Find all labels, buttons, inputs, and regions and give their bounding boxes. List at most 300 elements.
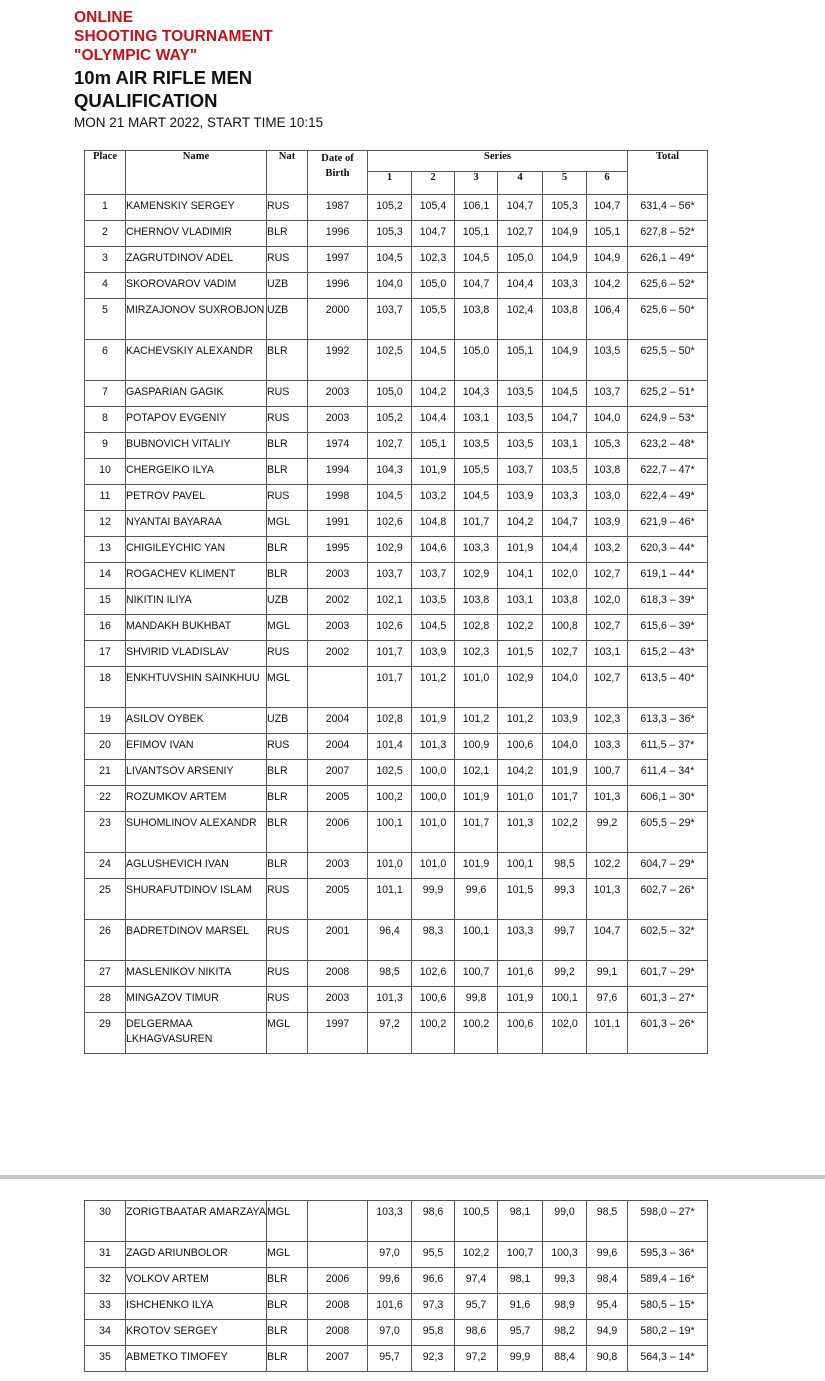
- col-header-total: Total: [628, 151, 708, 195]
- series-score-cell: 101,4: [368, 734, 412, 760]
- series-score-cell: 101,9: [498, 537, 543, 563]
- place-cell: 16: [85, 615, 126, 641]
- name-cell: DELGERMAA LKHAGVASUREN: [126, 1013, 267, 1054]
- series-score-cell: 105,3: [543, 195, 587, 221]
- series-score-cell: 103,5: [455, 433, 498, 459]
- series-score-cell: 94,9: [587, 1320, 628, 1346]
- total-cell: 625,2 – 51*: [628, 381, 708, 407]
- total-cell: 589,4 – 16*: [628, 1268, 708, 1294]
- event-title: 10m AIR RIFLE MEN: [74, 67, 253, 88]
- place-cell: 1: [85, 195, 126, 221]
- series-score-cell: 97,4: [455, 1268, 498, 1294]
- total-cell: 604,7 – 29*: [628, 853, 708, 879]
- series-score-cell: 105,4: [412, 195, 455, 221]
- series-score-cell: 102,0: [587, 589, 628, 615]
- place-cell: 27: [85, 961, 126, 987]
- table-row: [85, 589, 708, 615]
- series-score-cell: 99,1: [587, 961, 628, 987]
- table-row: [85, 615, 708, 641]
- table-row: [85, 920, 708, 961]
- col-header-nat: Nat: [267, 151, 308, 195]
- total-cell: 613,3 – 36*: [628, 708, 708, 734]
- name-cell: CHERGEIKO ILYA: [126, 459, 267, 485]
- total-cell: 611,4 – 34*: [628, 760, 708, 786]
- series-score-cell: 100,1: [498, 853, 543, 879]
- series-score-cell: 91,6: [498, 1294, 543, 1320]
- dob-cell: 2003: [308, 987, 368, 1013]
- series-score-cell: 99,2: [543, 961, 587, 987]
- name-cell: MASLENIKOV NIKITA: [126, 961, 267, 987]
- series-score-cell: 104,3: [368, 459, 412, 485]
- series-score-cell: 99,3: [543, 1268, 587, 1294]
- table-row: [85, 537, 708, 563]
- name-cell: KROTOV SERGEY: [126, 1320, 267, 1346]
- series-number: 6: [587, 172, 628, 195]
- series-score-cell: 101,0: [498, 786, 543, 812]
- series-score-cell: 99,3: [543, 879, 587, 920]
- series-score-cell: 103,5: [587, 340, 628, 381]
- series-score-cell: 103,7: [368, 563, 412, 589]
- series-score-cell: 103,8: [455, 299, 498, 340]
- name-cell: PETROV PAVEL: [126, 485, 267, 511]
- series-score-cell: 104,4: [412, 407, 455, 433]
- series-score-cell: 100,3: [543, 1242, 587, 1268]
- series-score-cell: 103,1: [543, 433, 587, 459]
- name-cell: ZAGD ARIUNBOLOR: [126, 1242, 267, 1268]
- dob-cell: 2006: [308, 1268, 368, 1294]
- series-score-cell: 102,3: [455, 641, 498, 667]
- dob-cell: 1992: [308, 340, 368, 381]
- total-cell: 624,9 – 53*: [628, 407, 708, 433]
- series-score-cell: 101,2: [412, 667, 455, 708]
- series-score-cell: 104,9: [543, 340, 587, 381]
- name-cell: KAMENSKIY SERGEY: [126, 195, 267, 221]
- name-cell: ROZUMKOV ARTEM: [126, 786, 267, 812]
- name-cell: CHERNOV VLADIMIR: [126, 221, 267, 247]
- event-date: MON 21 MART 2022, START TIME 10:15: [74, 115, 324, 130]
- total-cell: 625,6 – 50*: [628, 299, 708, 340]
- place-cell: 30: [85, 1201, 126, 1242]
- series-score-cell: 99,9: [498, 1346, 543, 1372]
- dob-cell: 2003: [308, 563, 368, 589]
- total-cell: 622,4 – 49*: [628, 485, 708, 511]
- dob-cell: 2005: [308, 786, 368, 812]
- table-row: [85, 485, 708, 511]
- series-score-cell: 105,2: [368, 407, 412, 433]
- table-row: [85, 667, 708, 708]
- series-score-cell: 100,0: [412, 760, 455, 786]
- name-cell: EFIMOV IVAN: [126, 734, 267, 760]
- name-cell: ROGACHEV KLIMENT: [126, 563, 267, 589]
- nat-cell: BLR: [267, 853, 308, 879]
- series-score-cell: 98,3: [412, 920, 455, 961]
- col-header-name: Name: [126, 151, 267, 195]
- dob-cell: 2003: [308, 407, 368, 433]
- total-cell: 621,9 – 46*: [628, 511, 708, 537]
- series-score-cell: 102,7: [498, 221, 543, 247]
- series-score-cell: 105,1: [455, 221, 498, 247]
- series-score-cell: 101,0: [412, 812, 455, 853]
- place-cell: 29: [85, 1013, 126, 1054]
- series-score-cell: 104,7: [543, 407, 587, 433]
- series-score-cell: 100,5: [455, 1201, 498, 1242]
- series-score-cell: 102,8: [368, 708, 412, 734]
- series-score-cell: 104,3: [455, 381, 498, 407]
- total-cell: 627,8 – 52*: [628, 221, 708, 247]
- series-score-cell: 103,9: [412, 641, 455, 667]
- series-score-cell: 102,2: [543, 812, 587, 853]
- series-score-cell: 104,0: [368, 273, 412, 299]
- series-score-cell: 105,0: [455, 340, 498, 381]
- series-score-cell: 98,4: [587, 1268, 628, 1294]
- place-cell: 9: [85, 433, 126, 459]
- nat-cell: RUS: [267, 381, 308, 407]
- name-cell: CHIGILEYCHIC YAN: [126, 537, 267, 563]
- series-score-cell: 101,0: [412, 853, 455, 879]
- total-cell: 619,1 – 44*: [628, 563, 708, 589]
- results-table: [84, 150, 708, 1054]
- name-cell: LIVANTSOV ARSENIY: [126, 760, 267, 786]
- series-score-cell: 103,5: [498, 407, 543, 433]
- series-score-cell: 105,2: [368, 195, 412, 221]
- table-row: [85, 1268, 708, 1294]
- col-header-series: Series: [368, 151, 628, 172]
- total-cell: 605,5 – 29*: [628, 812, 708, 853]
- nat-cell: MGL: [267, 1201, 308, 1242]
- series-score-cell: 103,7: [498, 459, 543, 485]
- name-cell: ABMETKO TIMOFEY: [126, 1346, 267, 1372]
- total-cell: 595,3 – 36*: [628, 1242, 708, 1268]
- series-score-cell: 99,6: [455, 879, 498, 920]
- series-score-cell: 101,5: [498, 879, 543, 920]
- table-row: [85, 407, 708, 433]
- series-score-cell: 104,6: [412, 537, 455, 563]
- nat-cell: BLR: [267, 1346, 308, 1372]
- dob-cell: [308, 1242, 368, 1268]
- series-score-cell: 102,6: [368, 615, 412, 641]
- total-cell: 602,5 – 32*: [628, 920, 708, 961]
- series-score-cell: 104,7: [587, 920, 628, 961]
- table-row: [85, 853, 708, 879]
- nat-cell: BLR: [267, 537, 308, 563]
- series-score-cell: 104,7: [543, 511, 587, 537]
- place-cell: 14: [85, 563, 126, 589]
- series-score-cell: 101,9: [412, 459, 455, 485]
- series-score-cell: 97,2: [455, 1346, 498, 1372]
- table-row: [85, 381, 708, 407]
- series-score-cell: 105,5: [455, 459, 498, 485]
- nat-cell: BLR: [267, 1320, 308, 1346]
- name-cell: MIRZAJONOV SUXROBJON: [126, 299, 267, 340]
- series-score-cell: 101,3: [587, 786, 628, 812]
- name-cell: GASPARIAN GAGIK: [126, 381, 267, 407]
- series-score-cell: 106,4: [587, 299, 628, 340]
- nat-cell: BLR: [267, 433, 308, 459]
- nat-cell: RUS: [267, 195, 308, 221]
- dob-cell: 2001: [308, 920, 368, 961]
- phase-title: QUALIFICATION: [74, 90, 218, 111]
- nat-cell: BLR: [267, 812, 308, 853]
- series-score-cell: 103,8: [543, 299, 587, 340]
- series-score-cell: 101,7: [543, 786, 587, 812]
- series-score-cell: 102,4: [498, 299, 543, 340]
- series-score-cell: 90,8: [587, 1346, 628, 1372]
- series-score-cell: 96,6: [412, 1268, 455, 1294]
- total-cell: 620,3 – 44*: [628, 537, 708, 563]
- series-score-cell: 102,5: [368, 340, 412, 381]
- dob-cell: 2004: [308, 734, 368, 760]
- series-score-cell: 98,9: [543, 1294, 587, 1320]
- total-cell: 618,3 – 39*: [628, 589, 708, 615]
- place-cell: 10: [85, 459, 126, 485]
- table-row: [85, 1320, 708, 1346]
- series-score-cell: 103,1: [455, 407, 498, 433]
- dob-cell: 2003: [308, 853, 368, 879]
- series-score-cell: 99,0: [543, 1201, 587, 1242]
- table-row: [85, 195, 708, 221]
- place-cell: 26: [85, 920, 126, 961]
- dob-cell: [308, 667, 368, 708]
- series-score-cell: 104,5: [455, 485, 498, 511]
- name-cell: MANDAKH BUKHBAT: [126, 615, 267, 641]
- dob-cell: 1997: [308, 1013, 368, 1054]
- series-score-cell: 100,0: [412, 786, 455, 812]
- series-score-cell: 92,3: [412, 1346, 455, 1372]
- series-score-cell: 101,7: [368, 641, 412, 667]
- series-score-cell: 104,4: [498, 273, 543, 299]
- dob-cell: 2008: [308, 961, 368, 987]
- series-score-cell: 99,2: [587, 812, 628, 853]
- total-cell: 623,2 – 48*: [628, 433, 708, 459]
- series-score-cell: 98,5: [368, 961, 412, 987]
- series-score-cell: 105,3: [587, 433, 628, 459]
- nat-cell: BLR: [267, 1268, 308, 1294]
- series-score-cell: 104,5: [543, 381, 587, 407]
- series-score-cell: 101,9: [412, 708, 455, 734]
- name-cell: SHVIRID VLADISLAV: [126, 641, 267, 667]
- dob-cell: 2008: [308, 1294, 368, 1320]
- nat-cell: BLR: [267, 1294, 308, 1320]
- dob-cell: 2002: [308, 641, 368, 667]
- total-cell: 631,4 – 56*: [628, 195, 708, 221]
- place-cell: 20: [85, 734, 126, 760]
- series-score-cell: 103,8: [543, 589, 587, 615]
- series-score-cell: 97,0: [368, 1320, 412, 1346]
- table-row: [85, 273, 708, 299]
- series-score-cell: 99,7: [543, 920, 587, 961]
- col-header-place: Place: [85, 151, 126, 195]
- series-score-cell: 103,3: [368, 1201, 412, 1242]
- series-score-cell: 103,3: [587, 734, 628, 760]
- table-row: [85, 459, 708, 485]
- place-cell: 5: [85, 299, 126, 340]
- series-score-cell: 98,2: [543, 1320, 587, 1346]
- name-cell: AGLUSHEVICH IVAN: [126, 853, 267, 879]
- series-score-cell: 104,9: [543, 247, 587, 273]
- nat-cell: UZB: [267, 708, 308, 734]
- place-cell: 25: [85, 879, 126, 920]
- series-score-cell: 101,9: [455, 853, 498, 879]
- series-score-cell: 102,6: [412, 961, 455, 987]
- place-cell: 6: [85, 340, 126, 381]
- dob-cell: 1997: [308, 247, 368, 273]
- series-score-cell: 102,0: [543, 1013, 587, 1054]
- series-score-cell: 98,1: [498, 1268, 543, 1294]
- series-score-cell: 104,0: [543, 734, 587, 760]
- series-score-cell: 104,7: [455, 273, 498, 299]
- place-cell: 18: [85, 667, 126, 708]
- series-score-cell: 103,3: [543, 273, 587, 299]
- nat-cell: RUS: [267, 920, 308, 961]
- place-cell: 24: [85, 853, 126, 879]
- series-score-cell: 101,1: [368, 879, 412, 920]
- series-score-cell: 104,2: [498, 511, 543, 537]
- table-row: [85, 1346, 708, 1372]
- series-number: 1: [368, 172, 412, 195]
- series-score-cell: 95,4: [587, 1294, 628, 1320]
- place-cell: 8: [85, 407, 126, 433]
- series-score-cell: 101,2: [455, 708, 498, 734]
- nat-cell: MGL: [267, 1242, 308, 1268]
- place-cell: 33: [85, 1294, 126, 1320]
- total-cell: 606,1 – 30*: [628, 786, 708, 812]
- total-cell: 626,1 – 49*: [628, 247, 708, 273]
- series-score-cell: 101,7: [455, 812, 498, 853]
- series-score-cell: 100,7: [455, 961, 498, 987]
- nat-cell: BLR: [267, 221, 308, 247]
- org-line-1: ONLINE: [74, 9, 134, 26]
- series-score-cell: 102,9: [498, 667, 543, 708]
- table-row: [85, 1201, 708, 1242]
- table-row: [85, 247, 708, 273]
- table-row: [85, 641, 708, 667]
- series-score-cell: 100,7: [498, 1242, 543, 1268]
- series-score-cell: 100,1: [455, 920, 498, 961]
- series-score-cell: 105,5: [412, 299, 455, 340]
- name-cell: ISHCHENKO ILYA: [126, 1294, 267, 1320]
- series-score-cell: 103,1: [498, 589, 543, 615]
- table-row: [85, 299, 708, 340]
- dob-cell: 2008: [308, 1320, 368, 1346]
- series-score-cell: 99,8: [455, 987, 498, 1013]
- series-score-cell: 102,8: [455, 615, 498, 641]
- series-score-cell: 100,6: [498, 734, 543, 760]
- series-score-cell: 96,4: [368, 920, 412, 961]
- series-score-cell: 101,3: [412, 734, 455, 760]
- series-score-cell: 103,0: [587, 485, 628, 511]
- nat-cell: RUS: [267, 961, 308, 987]
- series-number: 2: [412, 172, 455, 195]
- name-cell: ZORIGTBAATAR AMARZAYA: [126, 1201, 267, 1242]
- name-cell: VOLKOV ARTEM: [126, 1268, 267, 1294]
- series-score-cell: 103,8: [587, 459, 628, 485]
- series-score-cell: 100,1: [368, 812, 412, 853]
- table-row: [85, 563, 708, 589]
- series-score-cell: 105,3: [368, 221, 412, 247]
- place-cell: 2: [85, 221, 126, 247]
- series-score-cell: 104,7: [498, 195, 543, 221]
- nat-cell: BLR: [267, 760, 308, 786]
- name-cell: SHURAFUTDINOV ISLAM: [126, 879, 267, 920]
- place-cell: 35: [85, 1346, 126, 1372]
- dob-cell: 1996: [308, 221, 368, 247]
- dob-cell: 1994: [308, 459, 368, 485]
- series-score-cell: 106,1: [455, 195, 498, 221]
- table-row: [85, 1242, 708, 1268]
- series-score-cell: 101,9: [543, 760, 587, 786]
- nat-cell: MGL: [267, 615, 308, 641]
- series-score-cell: 103,3: [455, 537, 498, 563]
- series-score-cell: 95,7: [455, 1294, 498, 1320]
- series-score-cell: 101,1: [587, 1013, 628, 1054]
- series-score-cell: 103,9: [543, 708, 587, 734]
- series-score-cell: 104,0: [543, 667, 587, 708]
- series-score-cell: 104,5: [368, 485, 412, 511]
- table-row: [85, 433, 708, 459]
- nat-cell: MGL: [267, 511, 308, 537]
- dob-cell: [308, 1201, 368, 1242]
- series-score-cell: 100,2: [455, 1013, 498, 1054]
- series-score-cell: 98,5: [587, 1201, 628, 1242]
- table-row: [85, 786, 708, 812]
- series-score-cell: 100,6: [412, 987, 455, 1013]
- series-score-cell: 103,7: [368, 299, 412, 340]
- series-score-cell: 101,7: [455, 511, 498, 537]
- total-cell: 601,7 – 29*: [628, 961, 708, 987]
- nat-cell: BLR: [267, 340, 308, 381]
- series-score-cell: 104,5: [455, 247, 498, 273]
- dob-cell: 2005: [308, 879, 368, 920]
- table-row: [85, 340, 708, 381]
- series-score-cell: 102,2: [455, 1242, 498, 1268]
- series-score-cell: 100,8: [543, 615, 587, 641]
- series-score-cell: 102,9: [368, 537, 412, 563]
- name-cell: ZAGRUTDINOV ADEL: [126, 247, 267, 273]
- nat-cell: RUS: [267, 987, 308, 1013]
- series-score-cell: 101,0: [455, 667, 498, 708]
- place-cell: 12: [85, 511, 126, 537]
- nat-cell: RUS: [267, 485, 308, 511]
- name-cell: ASILOV OYBEK: [126, 708, 267, 734]
- series-score-cell: 104,7: [412, 221, 455, 247]
- series-score-cell: 102,9: [455, 563, 498, 589]
- series-score-cell: 99,6: [368, 1268, 412, 1294]
- place-cell: 15: [85, 589, 126, 615]
- place-cell: 23: [85, 812, 126, 853]
- dob-cell: 2002: [308, 589, 368, 615]
- name-cell: BUBNOVICH VITALIY: [126, 433, 267, 459]
- name-cell: NYANTAI BAYARAA: [126, 511, 267, 537]
- series-score-cell: 103,1: [587, 641, 628, 667]
- series-score-cell: 101,3: [368, 987, 412, 1013]
- series-score-cell: 99,6: [587, 1242, 628, 1268]
- total-cell: 625,6 – 52*: [628, 273, 708, 299]
- document-header: [74, 8, 323, 132]
- nat-cell: UZB: [267, 273, 308, 299]
- series-score-cell: 102,7: [587, 667, 628, 708]
- series-score-cell: 103,8: [455, 589, 498, 615]
- series-score-cell: 105,0: [368, 381, 412, 407]
- series-score-cell: 103,2: [412, 485, 455, 511]
- series-score-cell: 102,5: [368, 760, 412, 786]
- total-cell: 615,6 – 39*: [628, 615, 708, 641]
- nat-cell: UZB: [267, 299, 308, 340]
- total-cell: 625,5 – 50*: [628, 340, 708, 381]
- place-cell: 28: [85, 987, 126, 1013]
- name-cell: NIKITIN ILIYA: [126, 589, 267, 615]
- name-cell: SUHOMLINOV ALEXANDR: [126, 812, 267, 853]
- series-number: 3: [455, 172, 498, 195]
